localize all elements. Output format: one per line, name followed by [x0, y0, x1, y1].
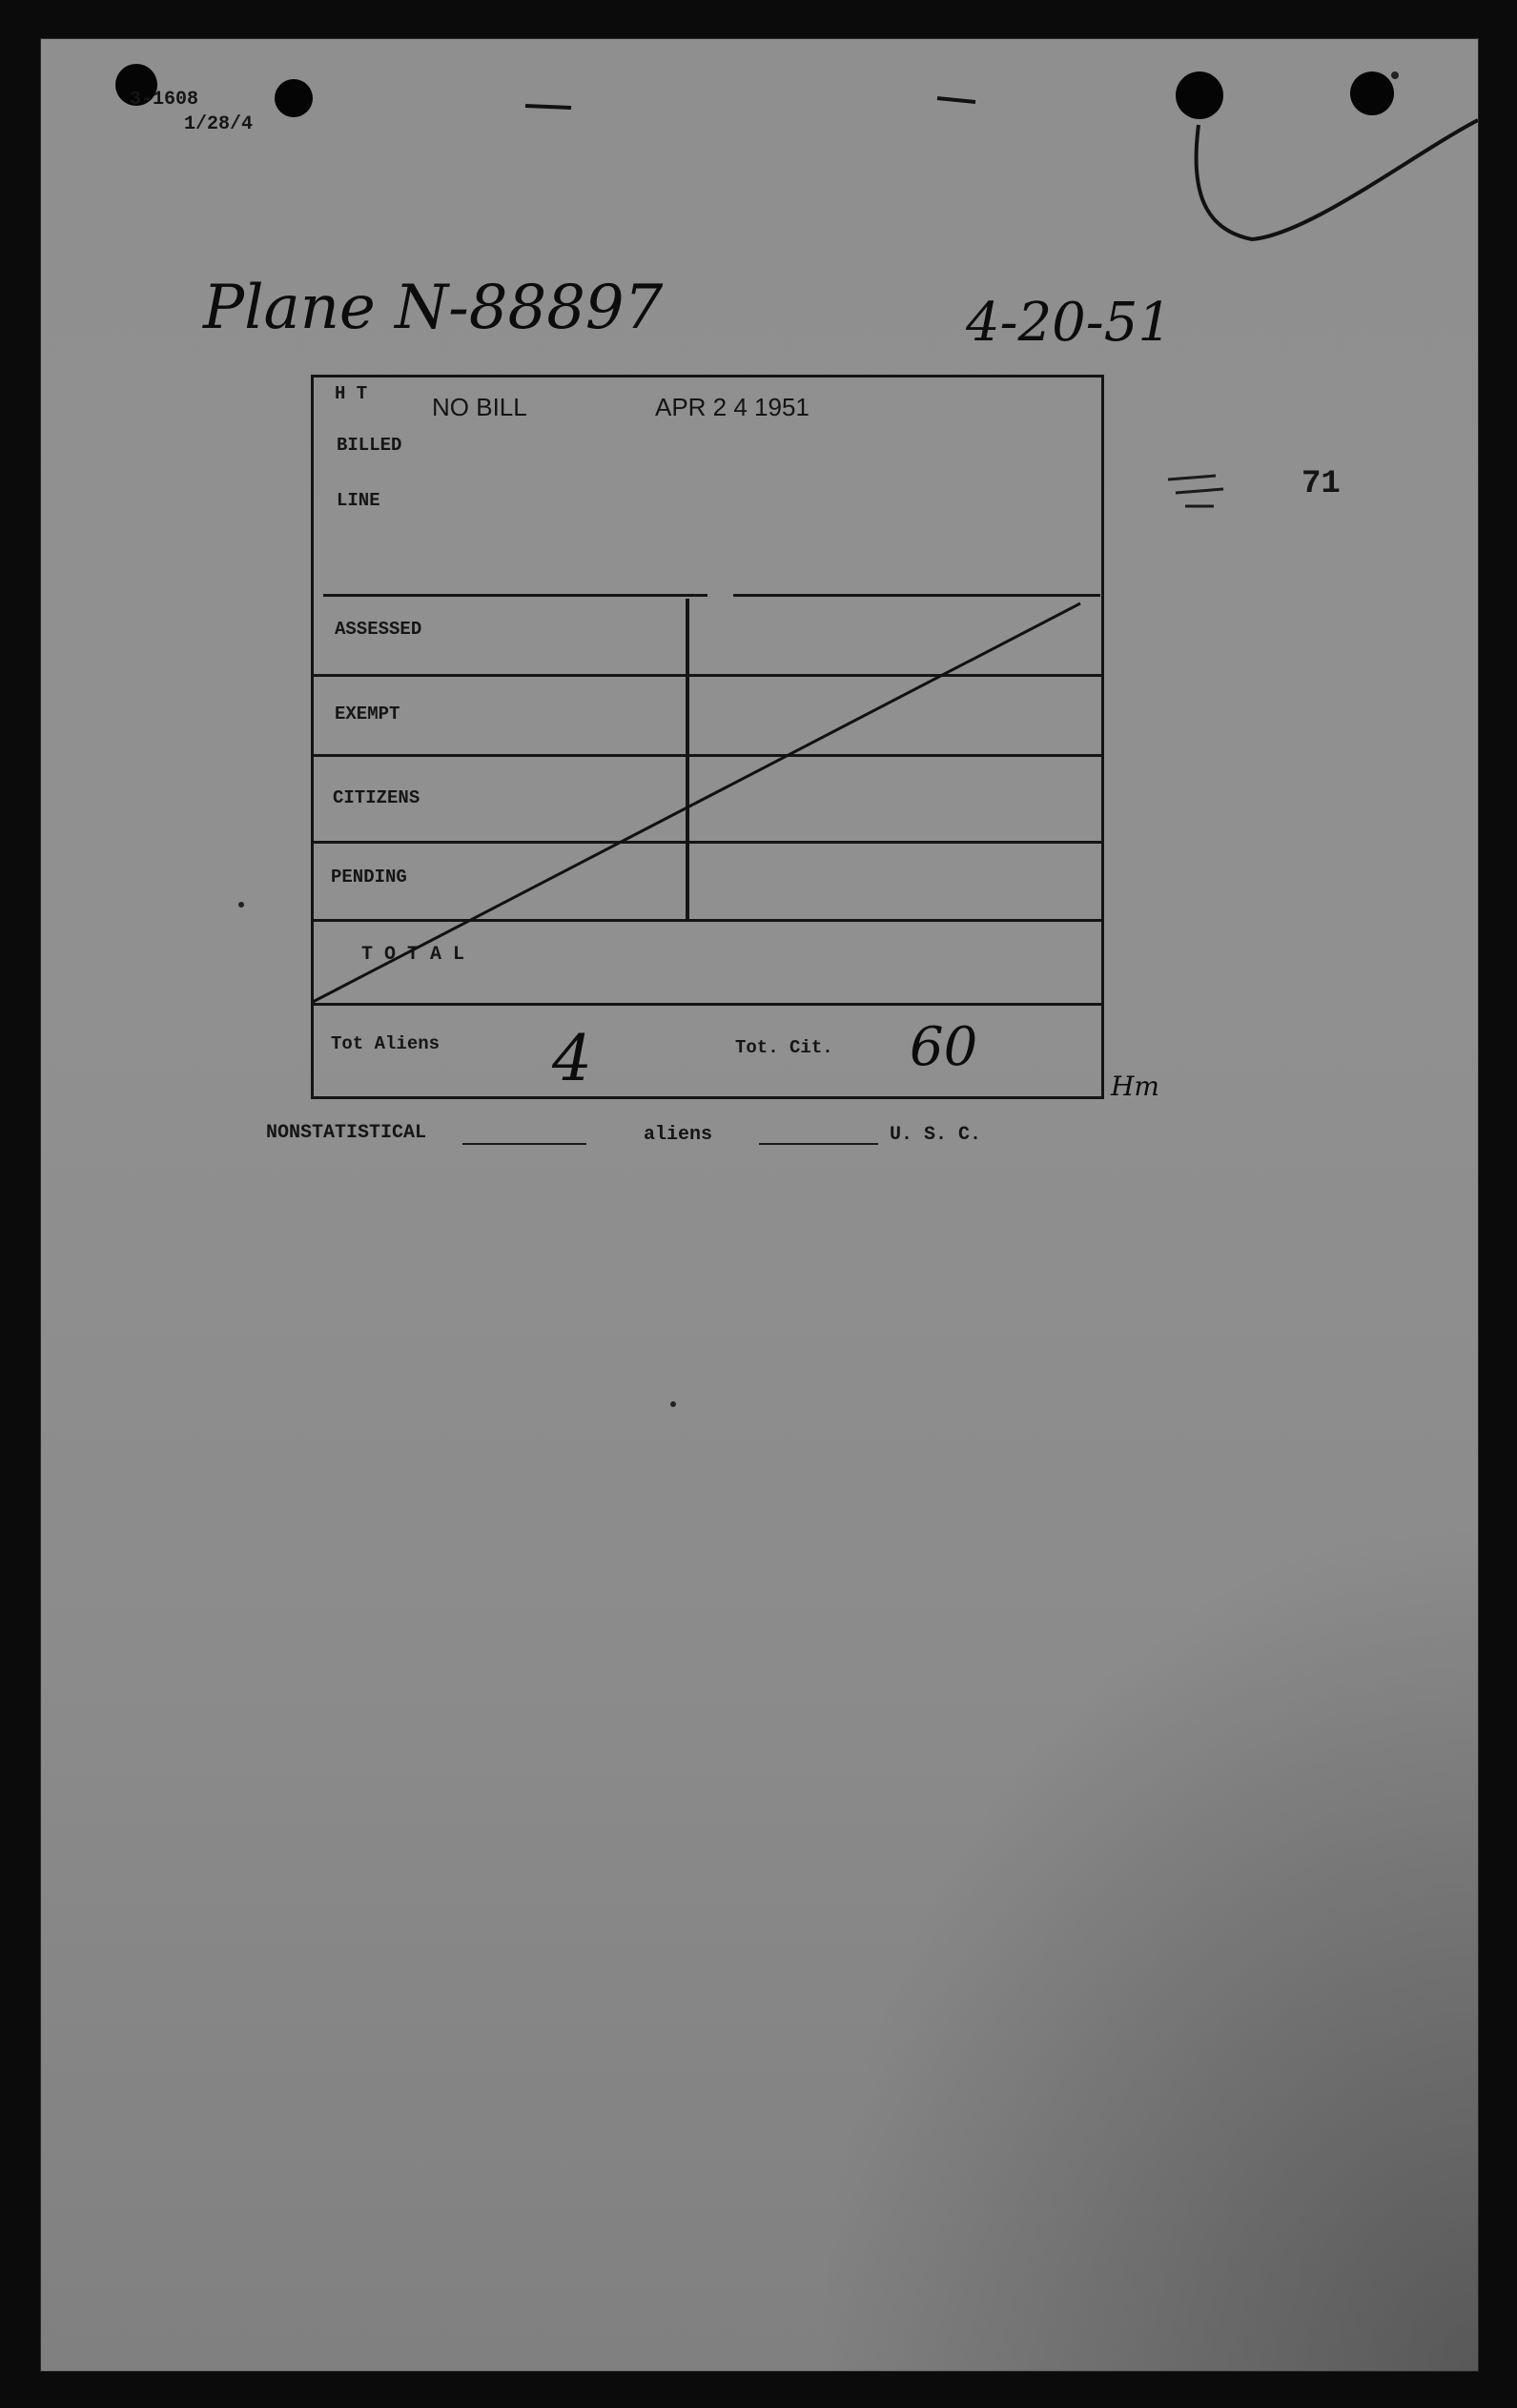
aliens-label: aliens [644, 1124, 713, 1146]
date-stamp: APR 2 4 1951 [655, 393, 810, 421]
arrival-date: 4-20-51 [966, 292, 1172, 354]
tot-cit-label: Tot. Cit. [735, 1037, 833, 1058]
speck-3 [1391, 71, 1399, 79]
total-label: T O T A L [361, 944, 465, 966]
billed-label: BILLED [337, 435, 402, 456]
citizens-label: CITIZENS [333, 787, 420, 808]
corner-pen-curve [1197, 120, 1478, 239]
line-label: LINE [337, 490, 380, 511]
cancellation-line [313, 603, 1080, 1002]
no-bill-stamp: NO BILL [432, 393, 527, 421]
nonstatistical-label: NONSTATISTICAL [266, 1122, 427, 1144]
assessed-label: ASSESSED [335, 619, 422, 640]
initials: Hm [1111, 1071, 1159, 1102]
top-mark [525, 98, 975, 108]
tot-aliens-value: 4 [552, 1022, 592, 1095]
tot-cit-value: 60 [910, 1016, 978, 1078]
document-page [40, 38, 1479, 2372]
side-note-number: 71 [1302, 466, 1341, 502]
speck-2 [670, 1401, 676, 1407]
exempt-label: EXEMPT [335, 704, 400, 724]
pending-label: PENDING [331, 867, 407, 888]
form-number: 3-1608 [130, 89, 199, 111]
pen-strokes [41, 39, 1478, 2371]
ht-label: H T [335, 383, 368, 404]
vessel-name: Plane N-88897 [203, 273, 664, 343]
usc-label: U. S. C. [890, 1124, 982, 1146]
tot-aliens-label: Tot Aliens [331, 1033, 441, 1054]
side-note-scribble [1168, 476, 1223, 506]
speck-1 [238, 902, 244, 908]
form-revision-date: 1/28/4 [184, 113, 254, 135]
